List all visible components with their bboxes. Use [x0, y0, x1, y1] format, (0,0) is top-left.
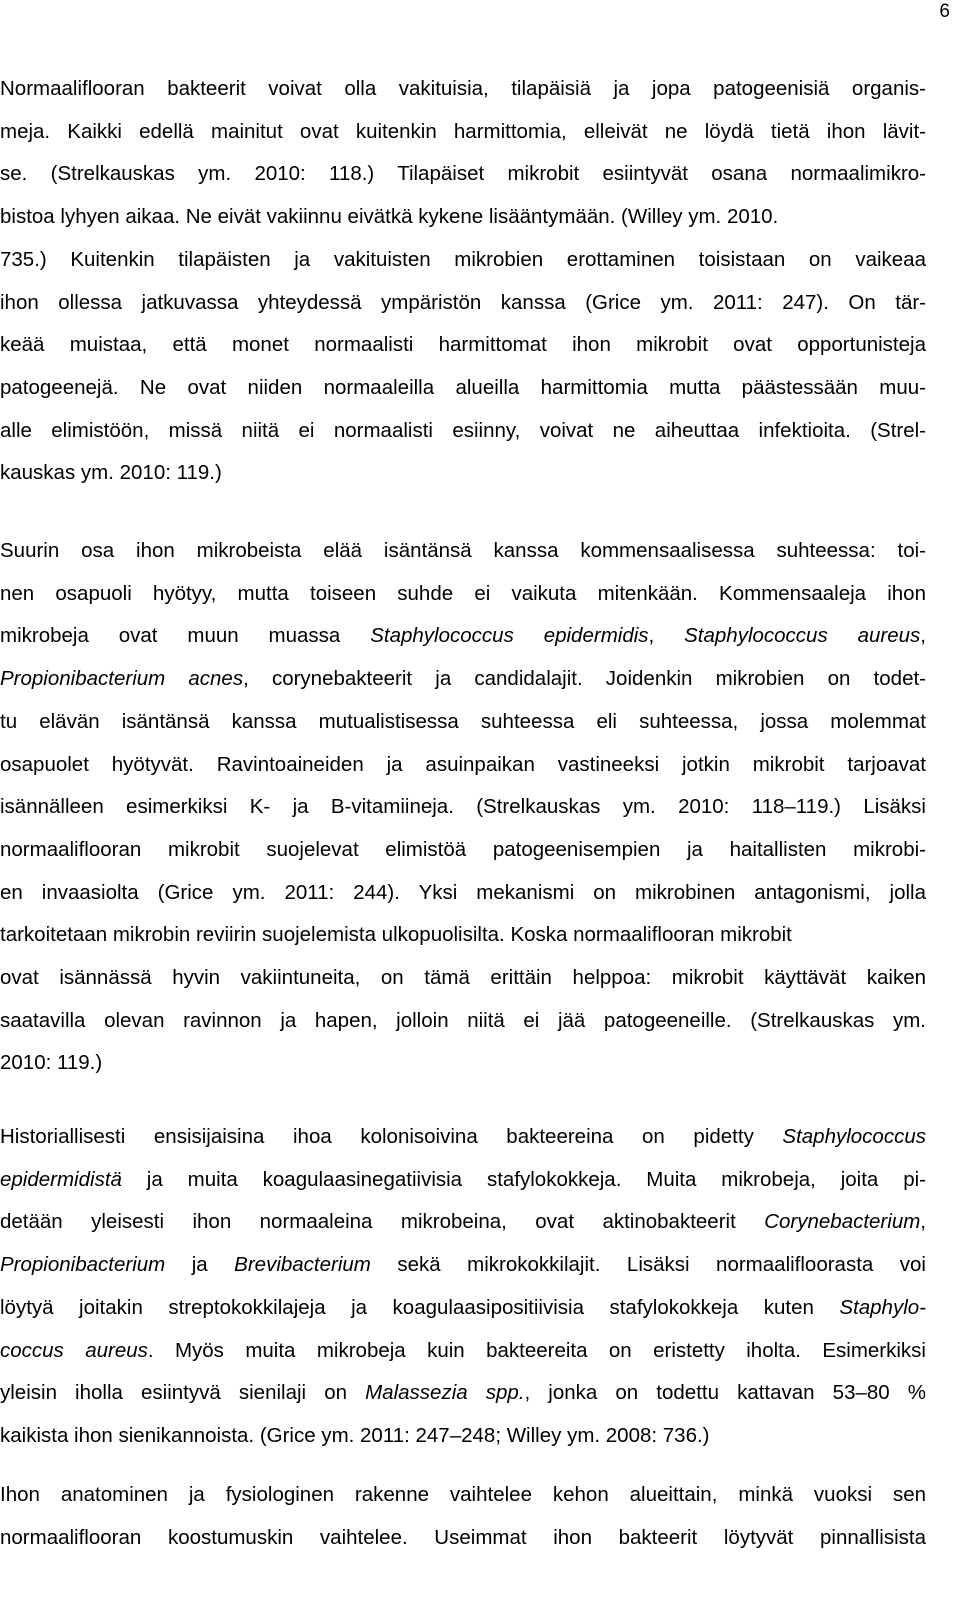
- italic-term: Propionibacterium: [0, 1253, 166, 1277]
- text-line: [0, 1381, 926, 1405]
- text-line: [0, 1009, 926, 1033]
- italic-term: Staphylococcus: [782, 1125, 926, 1148]
- text-segment: kauskas ym. 2010: 119.): [0, 461, 222, 485]
- text-segment: Ihon anatominen ja fysiologinen rakenne vaihtelee kehon alueittain, minkä vuoksi sen: [0, 1483, 926, 1506]
- text-segment: ,: [920, 1210, 926, 1234]
- text-line: [0, 162, 926, 186]
- text-segment: 2010: 119.): [0, 1051, 103, 1075]
- text-line: [0, 1253, 926, 1277]
- italic-term: epidermidistä: [0, 1167, 122, 1191]
- text-line: [0, 376, 926, 400]
- text-line: [0, 582, 926, 606]
- text-line: [0, 461, 222, 485]
- text-line: [0, 120, 926, 144]
- text-segment: nen osapuoli hyötyy, mutta toiseen suhde ei vaikuta mitenkään. Kommensaaleja ihon: [0, 581, 926, 605]
- italic-term: Brevibacterium: [234, 1253, 371, 1277]
- text-line: [0, 881, 926, 905]
- text-segment: . Myös muita mikrobeja kuin bakteereita on eristetty iholta. Esimerkiksi: [147, 1338, 926, 1362]
- text-segment: ihon ollessa jatkuvassa yhteydessä ympäristön kanssa (Grice ym. 2011: 247). On tär-: [0, 290, 926, 314]
- text-line: [0, 923, 792, 947]
- text-line: [0, 1483, 926, 1507]
- text-line: [0, 1168, 926, 1192]
- text-line: [0, 1526, 926, 1550]
- text-segment: saatavilla olevan ravinnon ja hapen, jolloin niitä ei jää patogeeneille. (Strelkauskas ym.: [0, 1008, 926, 1032]
- text-segment: isännälleen esimerkiksi K- ja B-vitamiineja. (Strelkauskas ym. 2010: 118–119.) Lisäksi: [0, 795, 926, 819]
- text-segment: ,: [920, 624, 926, 648]
- text-segment: en invaasiolta (Grice ym. 2011: 244). Yksi mekanismi on mikrobinen antagonismi, jolla: [0, 880, 926, 904]
- text-line: [0, 1296, 926, 1320]
- text-segment: löytyä joitakin streptokokkilajeja ja koagulaasipositiivisia stafylokokkeja kuten: [0, 1295, 840, 1319]
- page-number: 6: [939, 1, 950, 22]
- text-segment: , corynebakteerit ja candidalajit. Joidenkin mikrobien on todet-: [243, 667, 926, 691]
- text-segment: ovat isännässä hyvin vakiintuneita, on tämä erittäin helppoa: mikrobit käyttävät kaiken: [0, 966, 926, 989]
- text-segment: patogeenejä. Ne ovat niiden normaaleilla alueilla harmittomia mutta päästessään muu-: [0, 375, 926, 399]
- text-line: [0, 1125, 926, 1149]
- italic-term: Propionibacterium acnes: [0, 667, 244, 691]
- italic-term: Staphylococcus aureus: [684, 624, 921, 648]
- text-segment: se. (Strelkauskas ym. 2010: 118.) Tilapäiset mikrobit esiintyvät osana normaalimikro-: [0, 162, 926, 186]
- text-line: [0, 667, 926, 691]
- text-line: [0, 333, 926, 357]
- text-segment: , jonka on todettu kattavan 53–80 %: [524, 1381, 926, 1405]
- text-line: [0, 838, 926, 862]
- text-line: [0, 1051, 102, 1075]
- text-line: [0, 753, 926, 777]
- text-segment: ,: [648, 624, 685, 648]
- text-line: [0, 1424, 710, 1448]
- italic-term: Staphylococcus epidermidis: [370, 624, 649, 648]
- text-line: [0, 419, 926, 443]
- text-line: [0, 205, 778, 229]
- text-segment: meja. Kaikki edellä mainitut ovat kuitenkin harmittomia, elleivät ne löydä tietä ihon lävit-: [0, 119, 926, 143]
- text-segment: normaaliflooran mikrobit suojelevat elimistöä patogeenisempien ja haitallisten mikrobi-: [0, 837, 926, 861]
- text-segment: sekä mikrokokkilajit. Lisäksi normaalifloorasta voi: [370, 1253, 926, 1277]
- text-segment: keää muistaa, että monet normaalisti harmittomat ihon mikrobit ovat opportunisteja: [0, 333, 926, 357]
- text-segment: ja muita koagulaasinegatiivisia stafylokokkeja. Muita mikrobeja, joita pi-: [121, 1167, 926, 1191]
- text-segment: 735.) Kuitenkin tilapäisten ja vakituisten mikrobien erottaminen toisistaan on vaikeaa: [0, 247, 926, 271]
- text-line: [0, 539, 926, 563]
- text-segment: ja: [165, 1253, 235, 1277]
- text-line: [0, 1210, 926, 1234]
- text-line: [0, 795, 926, 819]
- italic-term: coccus aureus: [0, 1338, 148, 1362]
- text-segment: detään yleisesti ihon normaaleina mikrobeina, ovat aktinobakteerit: [0, 1210, 765, 1234]
- text-segment: normaaliflooran koostumuskin vaihtelee. Useimmat ihon bakteerit löytyvät pinnallisista: [0, 1525, 926, 1549]
- text-segment: mikrobeja ovat muun muassa: [0, 624, 371, 648]
- text-segment: Suurin osa ihon mikrobeista elää isäntänsä kanssa kommensaalisessa suhteessa: toi-: [0, 539, 926, 562]
- italic-term: Malassezia spp.: [365, 1381, 525, 1405]
- text-line: [0, 966, 926, 990]
- text-segment: tu elävän isäntänsä kanssa mutualistisessa suhteessa eli suhteessa, jossa molemmat: [0, 709, 926, 733]
- text-segment: alle elimistöön, missä niitä ei normaalisti esiinny, voivat ne aiheuttaa infektioita. (Strel-: [0, 418, 926, 442]
- text-line: [0, 291, 926, 315]
- text-line: [0, 710, 926, 734]
- italic-term: Staphylo-: [839, 1295, 926, 1319]
- text-line: [0, 77, 926, 101]
- text-segment: yleisin iholla esiintyvä sienilaji on: [0, 1381, 366, 1405]
- text-line: [0, 248, 926, 272]
- text-segment: kaikista ihon sienikannoista. (Grice ym. 2011: 247–248; Willey ym. 2008: 736.): [0, 1423, 710, 1447]
- text-segment: Historiallisesti ensisijaisina ihoa kolonisoivina bakteereina on pidetty: [0, 1125, 783, 1148]
- italic-term: Corynebacterium: [764, 1210, 921, 1234]
- text-line: [0, 1339, 926, 1363]
- text-segment: osapuolet hyötyvät. Ravintoaineiden ja asuinpaikan vastineeksi jotkin mikrobit tarjoavat: [0, 752, 926, 776]
- text-segment: bistoa lyhyen aikaa. Ne eivät vakiinnu eivätkä kykene lisääntymään. (Willey ym. 2010.: [0, 205, 779, 229]
- text-segment: Normaaliflooran bakteerit voivat olla vakituisia, tilapäisiä ja jopa patogeenisiä organis-: [0, 77, 926, 100]
- text-line: [0, 624, 926, 648]
- text-segment: tarkoitetaan mikrobin reviirin suojelemista ulkopuolisilta. Koska normaaliflooran mikrobit: [0, 923, 792, 947]
